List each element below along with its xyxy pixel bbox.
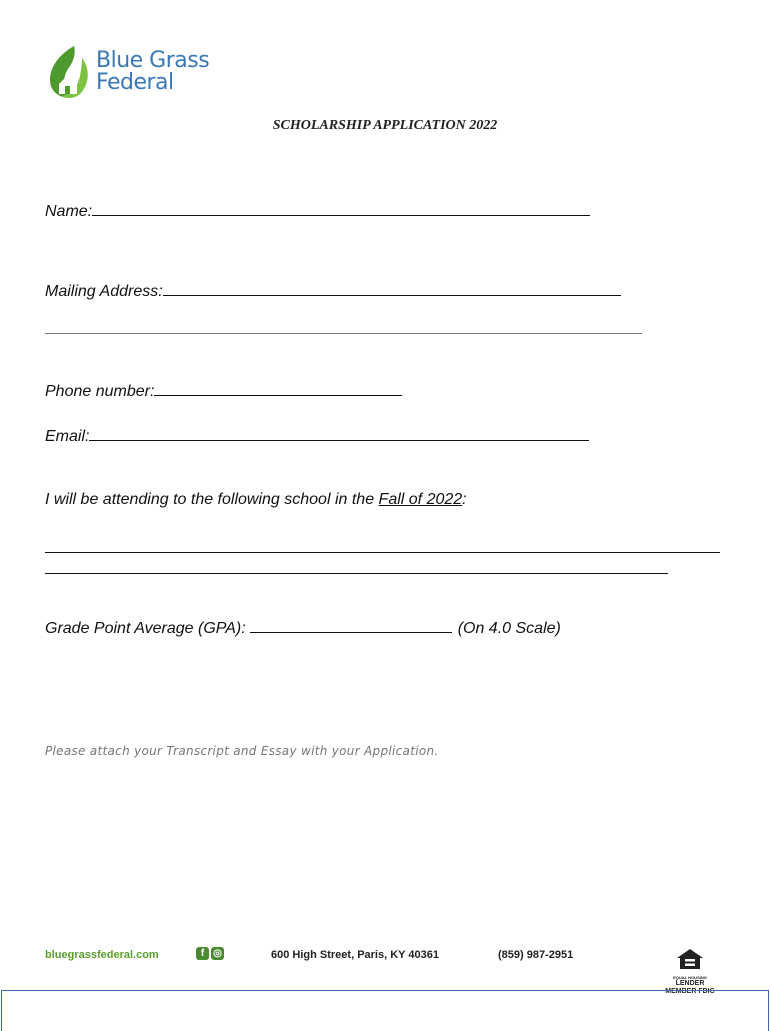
attachment-note: Please attach your Transcript and Essay with your Application. xyxy=(45,744,439,758)
equal-housing-icon xyxy=(676,948,704,970)
facebook-icon[interactable]: f xyxy=(196,947,209,960)
brand-name-line1: Blue Grass xyxy=(96,48,210,73)
ehl-line1: EQUAL HOUSING xyxy=(673,975,707,980)
name-blank[interactable] xyxy=(92,201,590,216)
email-field xyxy=(45,426,589,446)
page-title: SCHOLARSHIP APPLICATION 2022 xyxy=(272,118,498,133)
equal-housing-badge xyxy=(664,948,716,995)
brand-name xyxy=(96,50,209,94)
home-leaf-logo-icon xyxy=(44,44,94,100)
school-line2[interactable] xyxy=(45,573,668,574)
phone-blank[interactable] xyxy=(154,381,402,396)
footer-address: 600 High Street, Paris, KY 40361 xyxy=(271,949,439,961)
email-blank[interactable] xyxy=(89,426,589,441)
school-line1[interactable] xyxy=(45,552,720,553)
school-label-prefix: I will be attending to the following school in the xyxy=(45,491,379,508)
gpa-scale: (On 4.0 Scale) xyxy=(457,620,561,637)
gpa-field xyxy=(45,618,561,638)
member-fdic: MEMBER FDIC xyxy=(665,988,715,995)
name-field xyxy=(45,201,590,221)
footer-phone: (859) 987-2951 xyxy=(498,949,574,961)
instagram-icon[interactable]: ◎ xyxy=(211,947,224,960)
footer-frame xyxy=(1,990,769,1031)
school-field-label xyxy=(45,491,467,509)
mailing-address-line2[interactable] xyxy=(45,333,642,334)
mailing-address-label: Mailing Address: xyxy=(45,283,163,300)
ehl-line2: LENDER xyxy=(675,980,705,987)
school-term: Fall of 2022 xyxy=(378,491,463,508)
gpa-blank[interactable] xyxy=(250,618,452,633)
mailing-address-blank[interactable] xyxy=(163,281,621,296)
gpa-label: Grade Point Average (GPA): xyxy=(45,620,246,637)
name-label: Name: xyxy=(45,203,93,220)
social-icons xyxy=(196,947,224,960)
phone-label: Phone number: xyxy=(45,383,155,400)
brand-logo xyxy=(44,44,214,100)
school-label-suffix: : xyxy=(462,491,467,508)
phone-field xyxy=(45,381,402,401)
mailing-address-field xyxy=(45,281,621,301)
email-label: Email: xyxy=(45,428,90,445)
website-link[interactable]: bluegrassfederal.com xyxy=(45,949,159,961)
brand-name-line2: Federal xyxy=(96,70,174,95)
